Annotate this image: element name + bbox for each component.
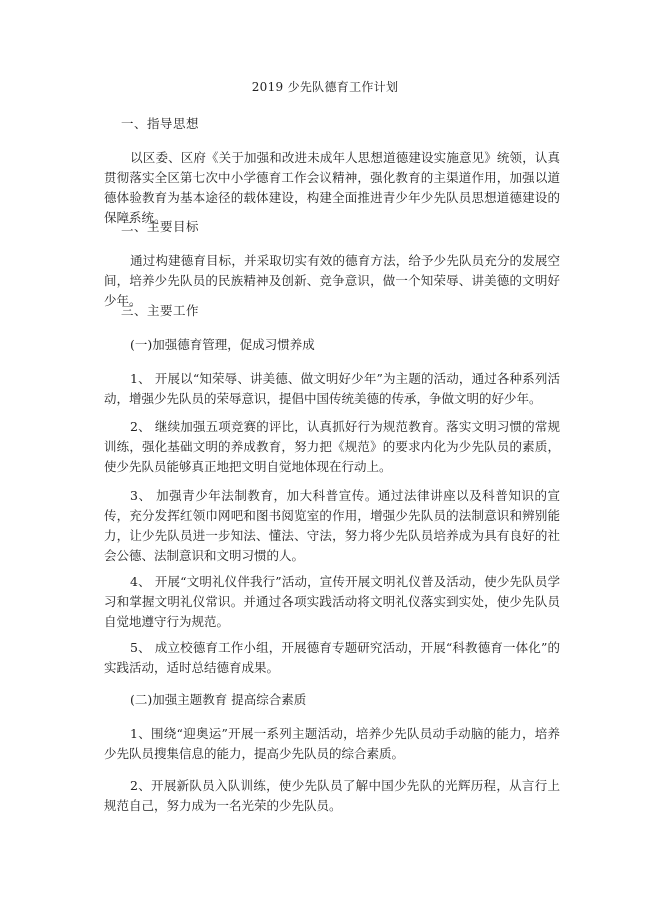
- list-item-text: 5、 成立校德育工作小组，开展德育专题研究活动，开展“科教德育一体化”的实践活动，适时总结德育成果。: [104, 640, 560, 675]
- list-item: [104, 417, 560, 477]
- list-item: [104, 572, 560, 632]
- section-heading-guiding-ideology: 一、指导思想: [121, 116, 200, 131]
- list-item: [104, 724, 560, 764]
- list-item: [104, 486, 560, 566]
- subsection-heading-theme-education: [104, 690, 560, 710]
- list-item-text: 4、 开展“文明礼仪伴我行”活动，宣传开展文明礼仪普及活动，使少先队员学习和掌握文明礼仪常识。并通过各项实践活动将文明礼仪落实到实处，使少先队员自觉地遵守行为规范。: [104, 574, 560, 629]
- list-item: [104, 776, 560, 816]
- paragraph-text: 通过构建德育目标，并采取切实有效的德育方法，给予少先队员充分的发展空间，培养少先队员的民族精神及创新、竞争意识，做一个知荣辱、讲美德的文明好少年。: [104, 253, 560, 308]
- list-item-text: 1、 开展以“知荣辱、讲美德、做文明好少年”为主题的活动，通过各种系列活动，增强少先队员的荣辱意识，提倡中国传统美德的传承，争做文明的好少年。: [104, 371, 560, 406]
- document-title: 2019 少先队德育工作计划: [251, 80, 399, 94]
- list-item: [104, 369, 560, 409]
- subsection-heading-text: (二)加强主题教育 提高综合素质: [130, 692, 307, 707]
- section-heading-main-goals: 二、主要目标: [121, 219, 200, 234]
- list-item: [104, 638, 560, 678]
- subsection-heading-text: (一)加强德育管理，促成习惯养成: [130, 337, 315, 352]
- paragraph-guiding-ideology: [104, 148, 560, 228]
- subsection-heading-moral-management: [104, 335, 560, 355]
- list-item-text: 2、开展新队员入队训练，使少先队员了解中国少先队的光辉历程，从言行上规范自己，努力成为一名光荣的少先队员。: [104, 778, 560, 813]
- paragraph-text: 以区委、区府《关于加强和改进未成年人思想道德建设实施意见》统领，认真贯彻落实全区第七次中小学德育工作会议精神，强化教育的主渠道作用，加强以道德体验教育为基本途径的载体建设，构建全面推进青少年少先队员思想道德建设的保障系统。: [104, 150, 560, 225]
- list-item-text: 2、 继续加强五项竞赛的评比，认真抓好行为规范教育。落实文明习惯的常规训练，强化基础文明的养成教育，努力把《规范》的要求内化为少先队员的素质，使少先队员能够真正地把文明自觉地体现在行动上。: [104, 419, 560, 474]
- list-item-text: 3、 加强青少年法制教育，加大科普宣传。通过法律讲座以及科普知识的宣传，充分发挥红领巾网吧和图书阅览室的作用，增强少先队员的法制意识和辨别能力，让少先队员进一步知法、懂法、守法，努力将少先队员培养成为具有良好的社会公德、法制意识和文明习惯的人。: [104, 488, 560, 563]
- list-item-text: 1、围绕“迎奥运”开展一系列主题活动，培养少先队员动手动脑的能力，培养少先队员搜集信息的能力，提高少先队员的综合素质。: [104, 726, 560, 761]
- section-heading-main-work: 三、主要工作: [121, 303, 200, 318]
